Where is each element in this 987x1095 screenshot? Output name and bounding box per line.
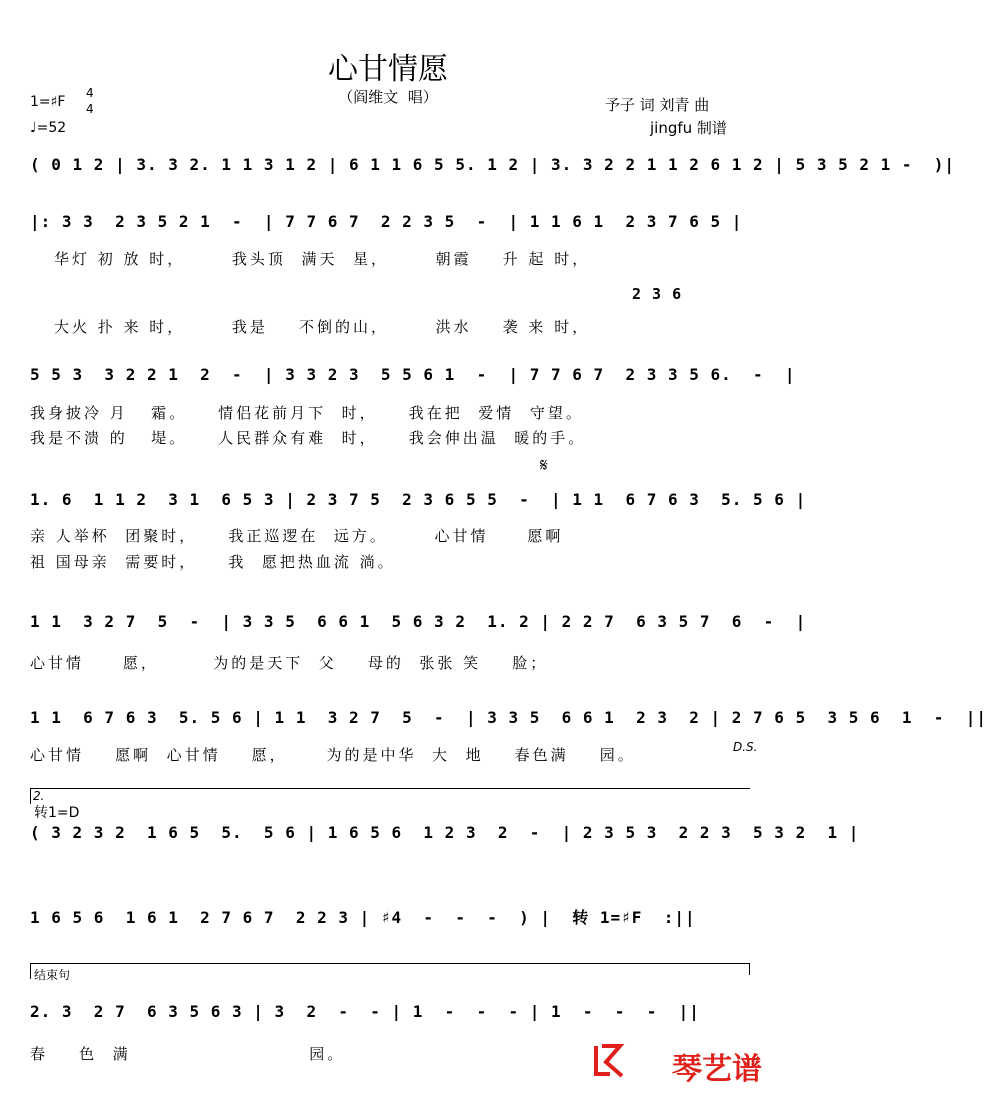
ending-label: 结束句 [34,968,71,982]
score-row-4: 1. 6 1 1 2 3 1 6 5 3 | 2 3 7 5 2 3 6 5 5 - | 1 1 6 7 6 3 5. 5 6 | [30,490,807,509]
volta-label: 2. [33,789,45,803]
watermark-logo-icon [592,1040,626,1080]
lyrics-row-5: 心甘情 愿， 为的是天下 父 母的 张张 笑 脸； [30,654,549,672]
ending-bracket-line [30,963,750,964]
lyrics-row-6: 心甘情 愿啊 心甘情 愿， 为的是中华 大 地 春色满 园。 [30,746,636,764]
lyrics-row-2-verse-1: 华灯 初 放 时， 我头顶 满天 星， 朝霞 升 起 时， [54,250,591,268]
watermark-text: 琴艺谱 [672,1052,762,1087]
lyrics-row-9: 春 色 满 园。 [30,1045,346,1063]
key-signature: 1=♯F [30,94,66,110]
score-row-2: |: 3 3 2 3 5 2 1 - | 7 7 6 7 2 2 3 5 - | 1 1 6 1 2 3 7 6 5 | [30,212,743,231]
score-row-8: 1 6 5 6 1 6 1 2 7 6 7 2 2 3 | ♯4 - - - ) | 转 1=♯F :|| [30,908,696,927]
ending-bracket-left [30,963,31,979]
tempo-mark: ♩=52 [30,120,67,136]
volta-bracket-line [30,788,750,789]
lyrics-row-4-verse-1: 亲 人举杯 团聚时， 我正巡逻在 远方。 心甘情 愿啊 [30,527,564,545]
lyrics-row-2-verse-2: 大火 扑 来 时， 我是 不倒的山， 洪水 袭 来 时， [54,318,591,336]
lyrics-row-4-verse-2: 祖 国母亲 需要时， 我 愿把热血流 淌。 [30,553,396,571]
modulation-mark: 转1=D [34,805,80,821]
score-row-3: 5 5 3 3 2 2 1 2 - | 3 3 2 3 5 5 6 1 - | 7 7 6 7 2 3 3 5 6. - | [30,365,796,384]
score-row-6: 1 1 6 7 6 3 5. 5 6 | 1 1 3 2 7 5 - | 3 3 5 6 6 1 2 3 2 | 2 7 6 5 3 5 6 1 - || [30,708,987,727]
singer-credit: （阎维文 唱） [338,88,438,106]
score-row-9: 2. 3 2 7 6 3 5 6 3 | 3 2 - - | 1 - - - | 1 - - - || [30,1002,700,1021]
time-signature-bottom: 4 [86,102,94,116]
lyrics-row-3-verse-2: 我是不溃 的 堤。 人民群众有难 时， 我会伸出温 暖的手。 [30,429,587,447]
volta-bracket-left [30,788,31,804]
ending-bracket-right [749,963,750,975]
composer-credit: 予子 词 刘青 曲 [605,96,710,114]
time-signature-top: 4 [86,86,94,100]
lyrics-row-3-verse-1: 我身披冷 月 霜。 情侣花前月下 时， 我在把 爱情 守望。 [30,404,584,422]
arranger-credit: jingfu 制谱 [650,119,727,137]
score-row-5: 1 1 3 2 7 5 - | 3 3 5 6 6 1 5 6 3 2 1. 2 | 2 2 7 6 3 5 7 6 - | [30,612,807,631]
ds-marking: D.S. [733,740,758,754]
page-title: 心甘情愿 [328,52,448,87]
score-row-7: ( 3 2 3 2 1 6 5 5. 5 6 | 1 6 5 6 1 2 3 2 - | 2 3 5 3 2 2 3 5 3 2 1 | [30,823,860,842]
alternate-notes: 2 3 6 [632,285,683,303]
score-row-1: ( 0 1 2 | 3. 3 2. 1 1 3 1 2 | 6 1 1 6 5 5. 1 2 | 3. 3 2 2 1 1 2 6 1 2 | 5 3 5 2 1 - )| [30,155,956,174]
segno-icon: 𝄋 [540,455,548,476]
